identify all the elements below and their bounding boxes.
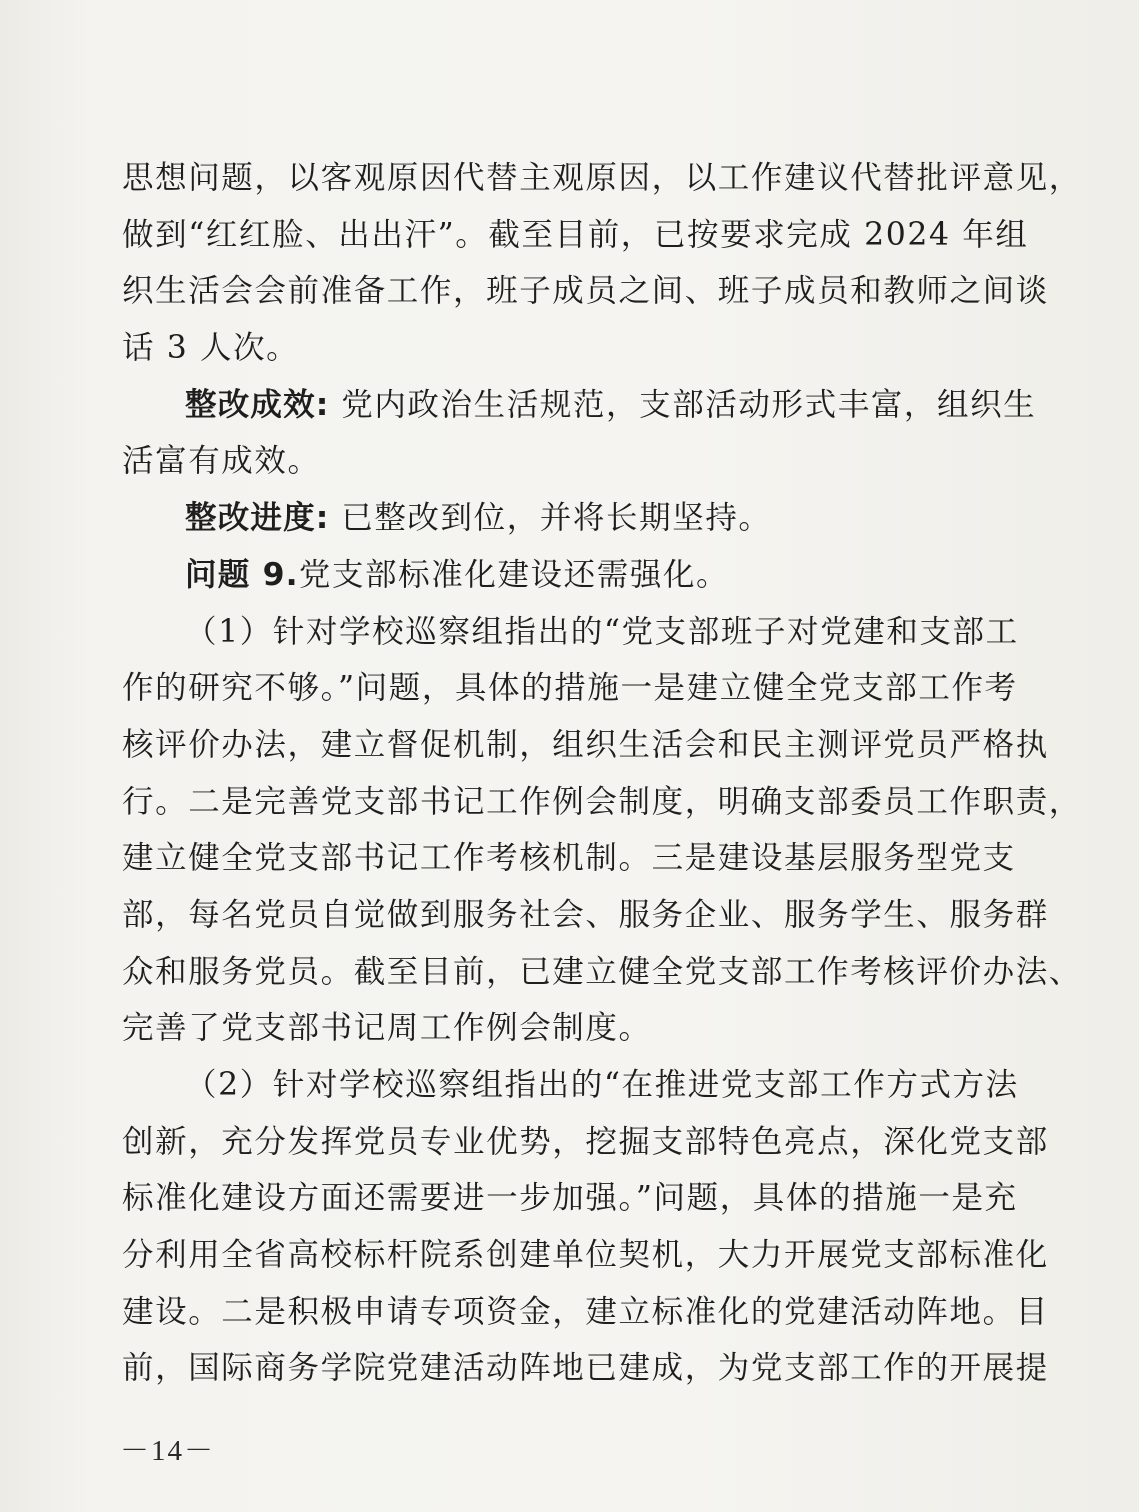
progress-text: 已整改到位，并将长期坚持。 bbox=[329, 500, 772, 537]
text-line: 织生活会会前准备工作，班子成员之间、班子成员和教师之间谈 bbox=[122, 273, 1049, 310]
progress-label: 整改进度: bbox=[185, 500, 330, 537]
effect-line bbox=[122, 377, 1037, 434]
issue9-text: 党支部标准化建设还需强化。 bbox=[298, 556, 730, 593]
para2-line: 标准化建设方面还需要进一步加强。”问题，具体的措施一是充 bbox=[122, 1180, 1018, 1217]
page-number: －14－ bbox=[120, 1435, 216, 1467]
para1-line: （1）针对学校巡察组指出的“党支部班子对党建和支部工 bbox=[185, 613, 1019, 650]
para2-line: （2）针对学校巡察组指出的“在推进党支部工作方式方法 bbox=[185, 1067, 1019, 1103]
text-line: 思想问题，以客观原因代替主观原因，以工作建议代替批评意见， bbox=[122, 160, 1082, 196]
para1-line: 部，每名党员自觉做到服务社会、服务企业、服务学生、服务群 bbox=[122, 896, 1049, 933]
body-text bbox=[122, 150, 1082, 1397]
text-line: 话 3 人次。 bbox=[122, 330, 300, 367]
para1-line: 众和服务党员。截至目前，已建立健全党支部工作考核评价办法、 bbox=[122, 953, 1082, 990]
effect-label: 整改成效: bbox=[185, 386, 330, 423]
para1-line: 核评价办法，建立督促机制，组织生活会和民主测评党员严格执 bbox=[122, 726, 1049, 763]
para1-line: 作的研究不够。”问题，具体的措施一是建立健全党支部工作考 bbox=[122, 670, 1018, 707]
para1-line: 建立健全党支部书记工作考核机制。三是建设基层服务型党支 bbox=[122, 840, 1016, 877]
para2-line: 前，国际商务学院党建活动阵地已建成，为党支部工作的开展提 bbox=[122, 1350, 1049, 1387]
issue9-label: 问题 9. bbox=[185, 556, 299, 593]
progress-line bbox=[122, 490, 968, 547]
para1-line: 行。二是完善党支部书记工作例会制度，明确支部委员工作职责， bbox=[122, 783, 1082, 820]
para2-line: 创新，充分发挥党员专业优势，挖掘支部特色亮点，深化党支部 bbox=[122, 1123, 1049, 1160]
para2-line: 建设。二是积极申请专项资金，建立标准化的党建活动阵地。目 bbox=[122, 1293, 1049, 1330]
effect-line-2: 活富有成效。 bbox=[122, 443, 321, 480]
effect-text: 党内政治生活规范，支部活动形式丰富，组织生 bbox=[329, 386, 1037, 423]
para2-line: 分利用全省高校标杆院系创建单位契机，大力开展党支部标准化 bbox=[122, 1237, 1049, 1274]
issue9-line bbox=[122, 547, 968, 604]
para1-line: 完善了党支部书记周工作例会制度。 bbox=[122, 1010, 652, 1047]
text-line: 做到“红红脸、出出汗”。截至目前，已按要求完成 2024 年组 bbox=[122, 216, 1029, 253]
